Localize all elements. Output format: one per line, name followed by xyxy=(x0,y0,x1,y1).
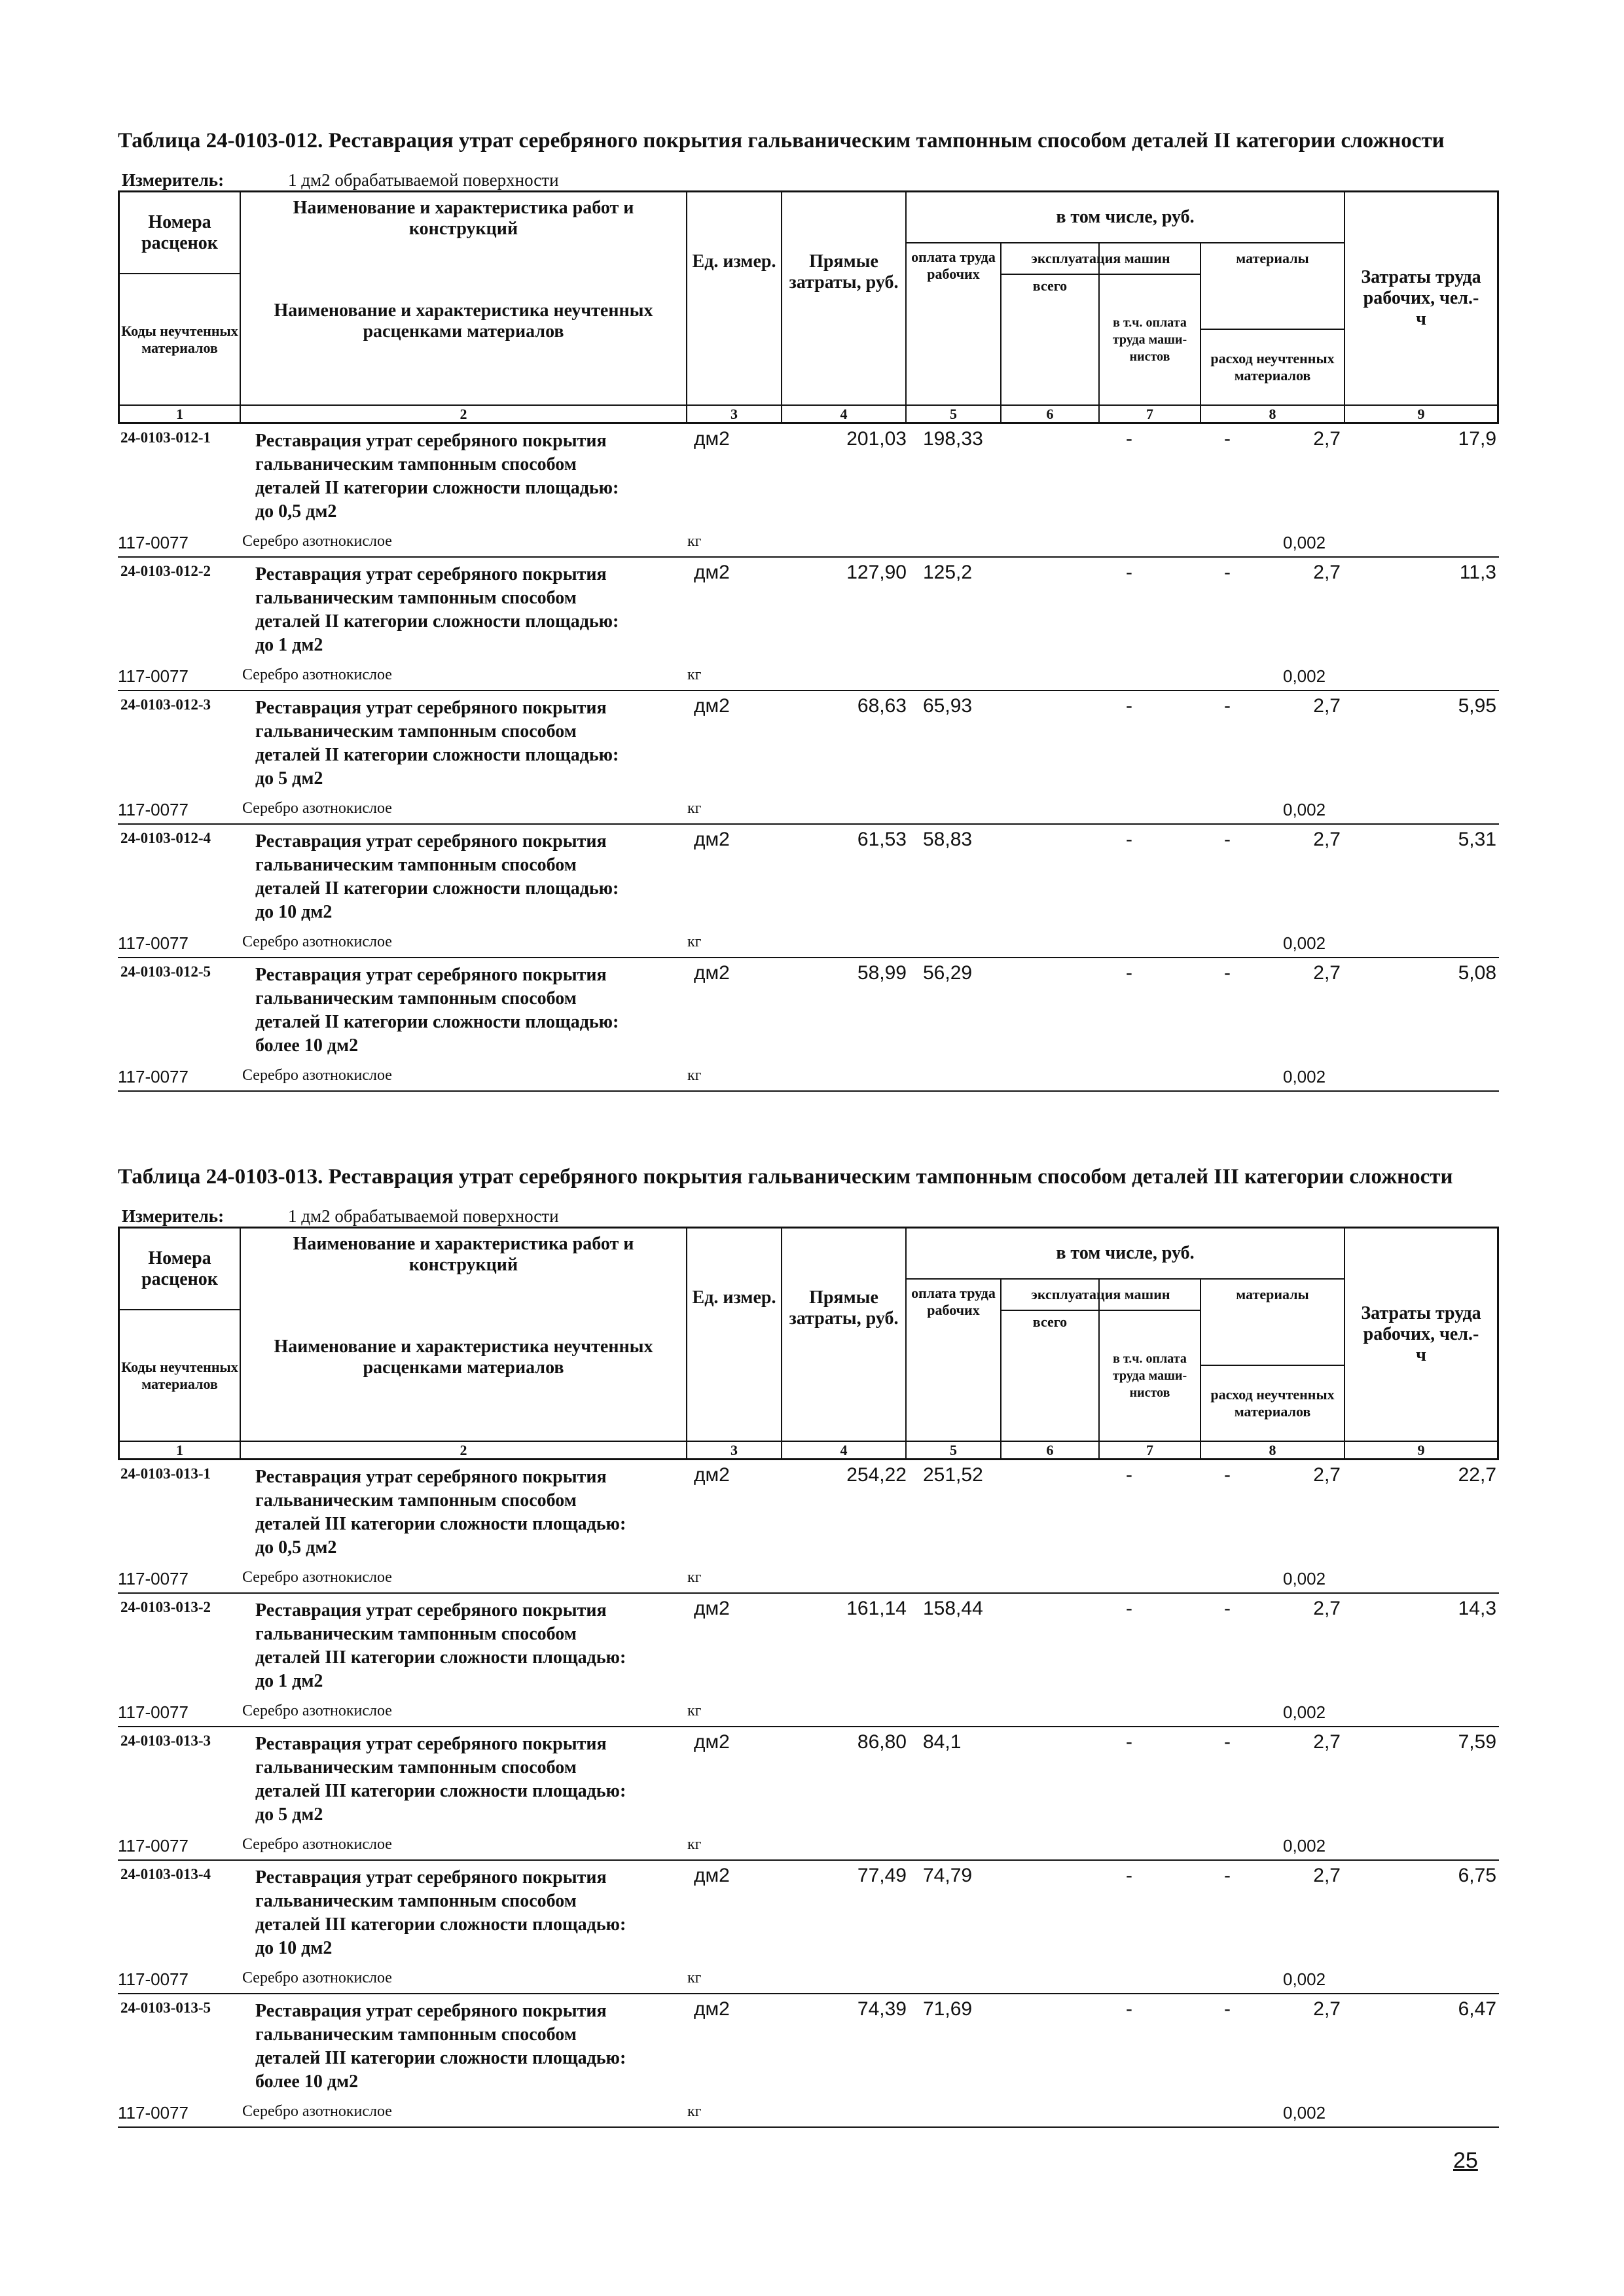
rate-wage: 84,1 xyxy=(923,1731,962,1753)
rate-row xyxy=(118,1460,1499,1594)
measure-line xyxy=(118,168,1499,190)
rate-code: 24-0103-012-1 xyxy=(120,429,211,446)
col-num-9: 9 xyxy=(1417,405,1425,422)
rate-unit: дм2 xyxy=(694,428,730,450)
rate-description: Реставрация утрат серебряного покрытия гальваническим тампонным способом деталей II категории сложности площадью: до 0,5 дм2 xyxy=(255,431,619,522)
rate-wage: 65,93 xyxy=(923,695,973,717)
material-unit: кг xyxy=(687,1569,702,1586)
rate-code: 24-0103-012-5 xyxy=(120,963,211,980)
material-unit: кг xyxy=(687,800,702,817)
material-quantity: 0,002 xyxy=(1283,1969,1326,1989)
rate-wage: 158,44 xyxy=(923,1598,983,1619)
rate-labor: 14,3 xyxy=(1458,1598,1496,1619)
rate-code: 24-0103-013-1 xyxy=(120,1465,211,1482)
rate-materials: 2,7 xyxy=(1313,962,1341,984)
rate-description: Реставрация утрат серебряного покрытия гальваническим тампонным способом деталей II категории сложности площадью: до 5 дм2 xyxy=(255,698,619,789)
col-num-2: 2 xyxy=(460,1441,467,1458)
col-including-header: в том числе, руб. xyxy=(1056,1243,1195,1263)
material-unit: кг xyxy=(687,2103,702,2120)
material-row xyxy=(118,530,1499,558)
material-unit: кг xyxy=(687,1067,702,1084)
col-wage-header: оплата труда рабочих xyxy=(911,1285,996,1318)
rate-machinist-wage: - xyxy=(1224,1464,1231,1486)
rate-materials: 2,7 xyxy=(1313,1598,1341,1619)
material-name: Серебро азотнокислое xyxy=(242,666,392,683)
material-unit: кг xyxy=(687,666,702,683)
rate-machinist-wage: - xyxy=(1224,562,1231,583)
rate-row xyxy=(118,1994,1499,2128)
rate-machines: - xyxy=(1126,1598,1132,1619)
rate-materials: 2,7 xyxy=(1313,829,1341,850)
rate-labor: 6,75 xyxy=(1458,1865,1496,1886)
material-name: Серебро азотнокислое xyxy=(242,2103,392,2120)
rate-unit: дм2 xyxy=(694,562,730,583)
rate-machines: - xyxy=(1126,829,1132,850)
rate-machinist-wage: - xyxy=(1224,695,1231,717)
rate-code: 24-0103-013-4 xyxy=(120,1866,211,1882)
rate-description: Реставрация утрат серебряного покрытия гальваническим тампонным способом деталей III категории сложности площадью: более 10 дм2 xyxy=(255,2001,626,2092)
col-num-6: 6 xyxy=(1046,405,1054,422)
material-unit: кг xyxy=(687,933,702,950)
col-name-header: Наименование и характеристика работ и конструкций xyxy=(293,1234,634,1275)
rate-unit: дм2 xyxy=(694,1998,730,2020)
rate-direct-cost: 61,53 xyxy=(857,829,907,850)
rate-description: Реставрация утрат серебряного покрытия гальваническим тампонным способом деталей III категории сложности площадью: до 10 дм2 xyxy=(255,1867,626,1958)
col-materials-name-header: Наименование и характеристика неучтенных расценками материалов xyxy=(274,300,653,342)
rate-machinist-wage: - xyxy=(1224,962,1231,984)
measure-line xyxy=(118,1204,1499,1227)
measure-value: 1 дм2 обрабатываемой поверхности xyxy=(288,170,559,190)
rate-wage: 71,69 xyxy=(923,1998,973,2020)
material-quantity: 0,002 xyxy=(1283,1569,1326,1588)
rate-row xyxy=(118,558,1499,691)
col-labor-header: Затраты труда рабочих, чел.-ч xyxy=(1361,1303,1481,1365)
material-code: 117-0077 xyxy=(118,800,189,819)
table-header xyxy=(118,190,1499,424)
table-title: Таблица 24-0103-012. Реставрация утрат серебряного покрытия гальваническим тампонным способом деталей II категории сложности xyxy=(118,129,1445,152)
rate-row xyxy=(118,1594,1499,1727)
rate-labor: 7,59 xyxy=(1458,1731,1496,1753)
rate-code: 24-0103-013-5 xyxy=(120,2000,211,2016)
rate-machinist-wage: - xyxy=(1224,1865,1231,1886)
col-num-9: 9 xyxy=(1417,1441,1425,1458)
rate-machines: - xyxy=(1126,1865,1132,1886)
rate-unit: дм2 xyxy=(694,829,730,850)
col-num-4: 4 xyxy=(840,405,848,422)
material-name: Серебро азотнокислое xyxy=(242,800,392,817)
material-row xyxy=(118,1566,1499,1594)
rate-materials: 2,7 xyxy=(1313,695,1341,717)
col-num-1: 1 xyxy=(176,1441,183,1458)
measure-label: Измеритель: xyxy=(122,170,225,190)
col-codes-header: Коды неучтенных материалов xyxy=(121,322,238,356)
rate-unit: дм2 xyxy=(694,1464,730,1486)
rate-code: 24-0103-012-3 xyxy=(120,696,211,713)
rate-unit: дм2 xyxy=(694,695,730,717)
rate-unit: дм2 xyxy=(694,1598,730,1619)
rate-row xyxy=(118,691,1499,825)
col-materials-header: материалы xyxy=(1236,1286,1309,1302)
material-row xyxy=(118,1967,1499,1994)
material-row xyxy=(118,797,1499,825)
material-quantity: 0,002 xyxy=(1283,1836,1326,1856)
col-num-2: 2 xyxy=(460,405,467,422)
rate-row xyxy=(118,1727,1499,1861)
material-name: Серебро азотнокислое xyxy=(242,1702,392,1719)
rate-labor: 11,3 xyxy=(1459,562,1496,583)
rate-description: Реставрация утрат серебряного покрытия гальваническим тампонным способом деталей III категории сложности площадью: до 1 дм2 xyxy=(255,1600,626,1691)
material-row xyxy=(118,1700,1499,1727)
rate-materials: 2,7 xyxy=(1313,428,1341,450)
col-machines-header: эксплуатация машин xyxy=(1031,1286,1170,1302)
rate-labor: 22,7 xyxy=(1458,1464,1496,1486)
rate-unit: дм2 xyxy=(694,1865,730,1886)
rate-wage: 125,2 xyxy=(923,562,973,583)
rate-wage: 251,52 xyxy=(923,1464,983,1486)
rate-wage: 58,83 xyxy=(923,829,973,850)
rate-labor: 6,47 xyxy=(1458,1998,1496,2020)
material-unit: кг xyxy=(687,1836,702,1853)
rate-row xyxy=(118,958,1499,1092)
rate-wage: 198,33 xyxy=(923,428,983,450)
measure-label: Измеритель: xyxy=(122,1206,225,1226)
col-num-1: 1 xyxy=(176,405,183,422)
col-materials-header: материалы xyxy=(1236,250,1309,266)
material-code: 117-0077 xyxy=(118,1702,189,1722)
material-quantity: 0,002 xyxy=(1283,1702,1326,1722)
col-num-6: 6 xyxy=(1046,1441,1054,1458)
rate-row xyxy=(118,424,1499,558)
material-code: 117-0077 xyxy=(118,666,189,686)
rate-direct-cost: 161,14 xyxy=(846,1598,907,1619)
rate-code: 24-0103-013-2 xyxy=(120,1599,211,1615)
rate-machines: - xyxy=(1126,695,1132,717)
rate-direct-cost: 58,99 xyxy=(857,962,907,984)
material-code: 117-0077 xyxy=(118,1836,189,1856)
col-machines-header: эксплуатация машин xyxy=(1031,250,1170,266)
rate-wage: 56,29 xyxy=(923,962,973,984)
col-machines-total-header: всего xyxy=(1032,1314,1068,1330)
material-quantity: 0,002 xyxy=(1283,2103,1326,2123)
material-row xyxy=(118,2100,1499,2128)
rate-machines: - xyxy=(1126,1731,1132,1753)
rate-description: Реставрация утрат серебряного покрытия гальваническим тампонным способом деталей II категории сложности площадью: более 10 дм2 xyxy=(255,965,619,1056)
material-unit: кг xyxy=(687,1969,702,1986)
col-including-header: в том числе, руб. xyxy=(1056,207,1195,227)
col-num-4: 4 xyxy=(840,1441,848,1458)
material-unit: кг xyxy=(687,533,702,550)
col-unit-header: Ед. измер. xyxy=(692,1287,776,1308)
rate-machinist-wage: - xyxy=(1224,428,1231,450)
material-code: 117-0077 xyxy=(118,2103,189,2123)
material-code: 117-0077 xyxy=(118,933,189,953)
rate-machines: - xyxy=(1126,428,1132,450)
col-num-5: 5 xyxy=(950,405,957,422)
rate-description: Реставрация утрат серебряного покрытия гальваническим тампонным способом деталей III категории сложности площадью: до 5 дм2 xyxy=(255,1734,626,1825)
col-direct-header: Прямые затраты, руб. xyxy=(789,1287,899,1329)
rate-machines: - xyxy=(1126,1464,1132,1486)
material-row xyxy=(118,1064,1499,1092)
col-materials-name-header: Наименование и характеристика неучтенных расценками материалов xyxy=(274,1336,653,1378)
rate-direct-cost: 254,22 xyxy=(846,1464,907,1486)
material-code: 117-0077 xyxy=(118,1067,189,1086)
col-num-5: 5 xyxy=(950,1441,957,1458)
material-quantity: 0,002 xyxy=(1283,1067,1326,1086)
material-unit: кг xyxy=(687,1702,702,1719)
rate-machinist-wage: - xyxy=(1224,1731,1231,1753)
material-name: Серебро азотнокислое xyxy=(242,1836,392,1853)
material-name: Серебро азотнокислое xyxy=(242,1569,392,1586)
material-quantity: 0,002 xyxy=(1283,666,1326,686)
col-direct-header: Прямые затраты, руб. xyxy=(789,251,899,293)
rate-unit: дм2 xyxy=(694,962,730,984)
material-code: 117-0077 xyxy=(118,533,189,552)
rate-direct-cost: 68,63 xyxy=(857,695,907,717)
material-row xyxy=(118,664,1499,691)
col-unit-header: Ед. измер. xyxy=(692,251,776,272)
col-wage-header: оплата труда рабочих xyxy=(911,249,996,282)
rate-code: 24-0103-012-2 xyxy=(120,563,211,579)
rate-row xyxy=(118,1861,1499,1994)
rate-materials: 2,7 xyxy=(1313,1998,1341,2020)
col-num-8: 8 xyxy=(1269,1441,1276,1458)
table-title: Таблица 24-0103-013. Реставрация утрат серебряного покрытия гальваническим тампонным способом деталей III категории сложности xyxy=(118,1165,1453,1189)
rate-code: 24-0103-012-4 xyxy=(120,830,211,846)
rate-direct-cost: 77,49 xyxy=(857,1865,907,1886)
rate-wage: 74,79 xyxy=(923,1865,973,1886)
col-material-usage-header: расход неучтенных материалов xyxy=(1210,1386,1335,1420)
material-quantity: 0,002 xyxy=(1283,800,1326,819)
col-num-8: 8 xyxy=(1269,405,1276,422)
material-row xyxy=(118,1833,1499,1861)
col-machinist-wage-header: в т.ч. оплата труда маши-нистов xyxy=(1112,315,1187,364)
rate-direct-cost: 201,03 xyxy=(846,428,907,450)
material-quantity: 0,002 xyxy=(1283,933,1326,953)
material-name: Серебро азотнокислое xyxy=(242,1067,392,1084)
col-name-header: Наименование и характеристика работ и конструкций xyxy=(293,198,634,239)
rate-materials: 2,7 xyxy=(1313,1731,1341,1753)
material-name: Серебро азотнокислое xyxy=(242,533,392,550)
rate-labor: 5,08 xyxy=(1458,962,1496,984)
material-quantity: 0,002 xyxy=(1283,533,1326,552)
col-number-header: Номера расценок xyxy=(141,211,218,253)
rate-materials: 2,7 xyxy=(1313,562,1341,583)
table-24-0103-013 xyxy=(118,1164,1499,2128)
rate-machinist-wage: - xyxy=(1224,1598,1231,1619)
col-machines-total-header: всего xyxy=(1032,278,1068,294)
col-material-usage-header: расход неучтенных материалов xyxy=(1210,350,1335,384)
rate-direct-cost: 86,80 xyxy=(857,1731,907,1753)
page-number: 25 xyxy=(1453,2148,1478,2173)
material-code: 117-0077 xyxy=(118,1969,189,1989)
rate-machines: - xyxy=(1126,962,1132,984)
material-name: Серебро азотнокислое xyxy=(242,1969,392,1986)
col-machinist-wage-header: в т.ч. оплата труда маши-нистов xyxy=(1112,1352,1187,1400)
col-num-7: 7 xyxy=(1146,1441,1153,1458)
rate-materials: 2,7 xyxy=(1313,1865,1341,1886)
rate-row xyxy=(118,825,1499,958)
rate-machines: - xyxy=(1126,1998,1132,2020)
col-labor-header: Затраты труда рабочих, чел.-ч xyxy=(1361,267,1481,329)
rate-machinist-wage: - xyxy=(1224,829,1231,850)
measure-value: 1 дм2 обрабатываемой поверхности xyxy=(288,1206,559,1226)
col-num-7: 7 xyxy=(1146,405,1153,422)
col-number-header: Номера расценок xyxy=(141,1247,218,1289)
rate-direct-cost: 74,39 xyxy=(857,1998,907,2020)
rate-direct-cost: 127,90 xyxy=(846,562,907,583)
table-header xyxy=(118,1227,1499,1460)
col-num-3: 3 xyxy=(731,405,738,422)
material-row xyxy=(118,931,1499,958)
material-name: Серебро азотнокислое xyxy=(242,933,392,950)
table-24-0103-012 xyxy=(118,128,1499,1092)
rate-labor: 5,95 xyxy=(1458,695,1496,717)
col-codes-header: Коды неучтенных материалов xyxy=(121,1358,238,1392)
rate-machines: - xyxy=(1126,562,1132,583)
rate-labor: 17,9 xyxy=(1458,428,1496,450)
rate-unit: дм2 xyxy=(694,1731,730,1753)
material-code: 117-0077 xyxy=(118,1569,189,1588)
rate-description: Реставрация утрат серебряного покрытия гальваническим тампонным способом деталей II категории сложности площадью: до 10 дм2 xyxy=(255,831,619,922)
col-num-3: 3 xyxy=(731,1441,738,1458)
rate-description: Реставрация утрат серебряного покрытия гальваническим тампонным способом деталей III категории сложности площадью: до 0,5 дм2 xyxy=(255,1467,626,1558)
rate-code: 24-0103-013-3 xyxy=(120,1732,211,1749)
rate-description: Реставрация утрат серебряного покрытия гальваническим тампонным способом деталей II категории сложности площадью: до 1 дм2 xyxy=(255,564,619,655)
rate-materials: 2,7 xyxy=(1313,1464,1341,1486)
rate-machinist-wage: - xyxy=(1224,1998,1231,2020)
rate-labor: 5,31 xyxy=(1458,829,1496,850)
